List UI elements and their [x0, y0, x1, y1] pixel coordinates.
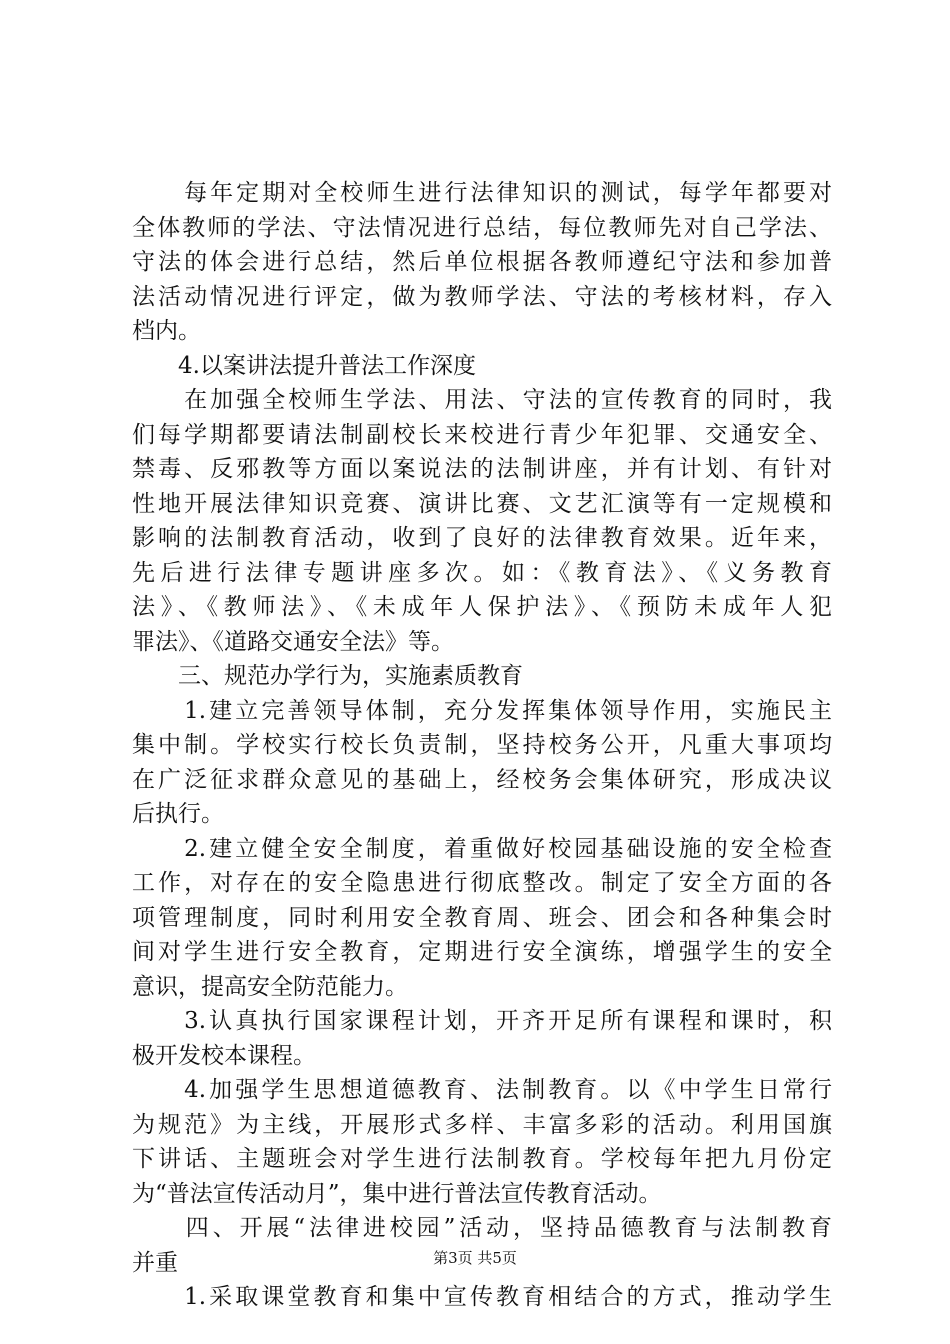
text-line: 4.以案讲法提升普法工作深度 [132, 352, 476, 379]
text-line: 守法的体会进行总结，然后单位根据各教师遵纪守法和参加普 [132, 249, 832, 275]
text-line: 项管理制度，同时利用安全教育周、班会、团会和各种集会时 [132, 904, 832, 931]
text-line: 性地开展法律知识竞赛、演讲比赛、文艺汇演等有一定规模和 [132, 490, 832, 517]
text-line: 影响的法制教育活动，收到了良好的法律教育效果。近年来， [132, 525, 832, 551]
text-line: 1.采取课堂教育和集中宣传教育相结合的方式，推动学生 [132, 1284, 832, 1310]
text-line: 档内。 [132, 318, 201, 344]
text-line: 集中制。学校实行校长负责制，坚持校务公开，凡重大事项均 [132, 732, 832, 758]
text-line: 工作，对存在的安全隐患进行彻底整改。制定了安全方面的各 [132, 870, 832, 896]
text-line: 三、规范办学行为，实施素质教育 [132, 663, 523, 689]
text-line: 后执行。 [132, 801, 224, 827]
text-line: 法活动情况进行评定，做为教师学法、守法的考核材料，存入 [132, 283, 832, 310]
text-line: 3.认真执行国家课程计划，开齐开足所有课程和课时，积 [132, 1008, 832, 1034]
text-line: 意识，提高安全防范能力。 [132, 973, 408, 1000]
text-line: 禁毒、反邪教等方面以案说法的法制讲座，并有计划、有针对 [132, 456, 832, 482]
text-line: 并重 [132, 1249, 178, 1276]
text-line: 四、开展“法律进校园”活动，坚持品德教育与法制教育 [132, 1215, 832, 1241]
text-line: 们每学期都要请法制副校长来校进行青少年犯罪、交通安全、 [132, 421, 832, 448]
text-line: 极开发校本课程。 [132, 1042, 316, 1069]
text-line: 间对学生进行安全教育，定期进行安全演练，增强学生的安全 [132, 939, 832, 965]
text-line: 下讲话、主题班会对学生进行法制教育。学校每年把九月份定 [132, 1146, 832, 1172]
text-line: 每年定期对全校师生进行法律知识的测试，每学年都要对 [132, 180, 832, 206]
text-line: 全体教师的学法、守法情况进行总结，每位教师先对自己学法、 [132, 214, 832, 241]
document-body [132, 176, 832, 1315]
text-line: 4.加强学生思想道德教育、法制教育。以《中学生日常行 [132, 1077, 832, 1103]
text-line: 先后进行法律专题讲座多次。如：《教育法》、《义务教育 [132, 559, 832, 586]
text-line: 在广泛征求群众意见的基础上，经校务会集体研究，形成决议 [132, 766, 832, 793]
page-footer: 第3页 共5页 [433, 1249, 517, 1267]
text-line: 法》、《教师法》、《未成年人保护法》、《预防未成年人犯 [132, 594, 832, 620]
text-line: 罪法》、《道路交通安全法》等。 [132, 628, 454, 655]
text-line: 为规范》为主线，开展形式多样、丰富多彩的活动。利用国旗 [132, 1111, 832, 1138]
text-line: 为“普法宣传活动月”，集中进行普法宣传教育活动。 [132, 1180, 662, 1207]
text-line: 在加强全校师生学法、用法、守法的宣传教育的同时，我 [132, 387, 832, 413]
text-line: 1.建立完善领导体制，充分发挥集体领导作用，实施民主 [132, 697, 832, 724]
text-line: 2.建立健全安全制度，着重做好校园基础设施的安全检查 [132, 835, 832, 862]
